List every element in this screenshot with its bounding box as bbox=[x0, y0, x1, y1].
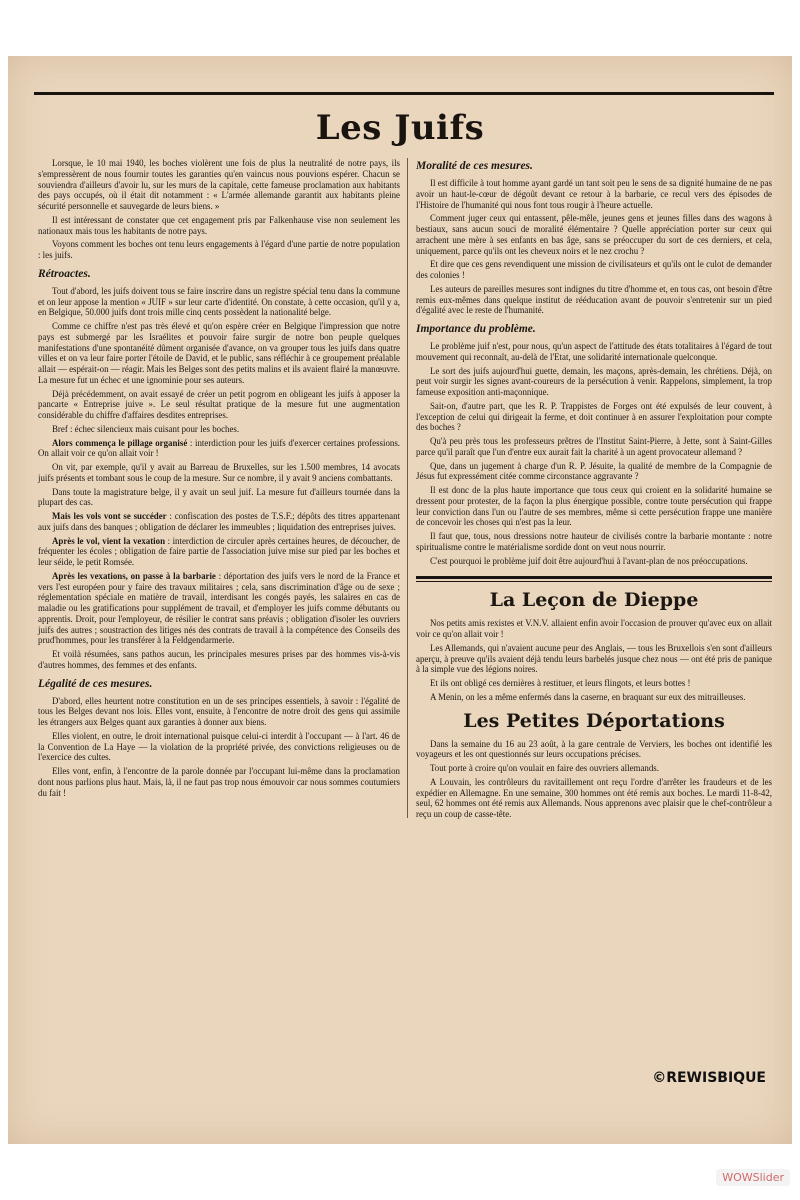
section-rule-thin bbox=[416, 581, 772, 582]
paragraph: Le problème juif n'est, pour nous, qu'un aspect de l'attitude des états totalitaires à l'égard de tout mouvement qui reconnaît, au-delà de l'Etat, une solidarité internationale quelconque. bbox=[416, 341, 772, 362]
section-heading-retroactes: Rétroactes. bbox=[38, 267, 91, 280]
column-divider bbox=[407, 158, 408, 818]
paragraph: Les auteurs de pareilles mesures sont indignes du titre d'homme et, en tous cas, ont besoin d'être remis eux-mêmes dans quelque institut de rééducation avant de pouvoir s'entretenir sur un pied d'égalité avec le reste de l'humanité. bbox=[416, 283, 772, 316]
paragraph bbox=[38, 536, 400, 568]
paragraph: Il faut que, tous, nous dressions notre hauteur de civilisés contre la barbarie montante : notre spiritualisme contre le matérialisme sordide dont on veut nous nourrir. bbox=[416, 531, 772, 552]
article-title-dieppe: La Leçon de Dieppe bbox=[489, 589, 699, 612]
paragraph: Tout d'abord, les juifs doivent tous se faire inscrire dans un registre spécial tenu dans la commune et on leur appose la mention « JUIF » sur leur carte d'identité. On constate, à cette occasion, qu'il y a, en Belgique, 50.000 juifs dont trois mille cinq cents possèdent la nationalité belge. bbox=[38, 285, 400, 318]
paragraph: Elles vont, enfin, à l'encontre de la parole donnée par l'occupant lui-même dans la proclamation dont nous parlions plus haut. Mais, là, il ne faut pas trop nous émouvoir car nous sommes coutumiers du fait ! bbox=[38, 766, 400, 798]
section-heading-legalite: Légalité de ces mesures. bbox=[38, 677, 153, 690]
paragraph: A Menin, on les a même enfermés dans la caserne, en braquant sur eux des mitrailleuses. bbox=[430, 691, 746, 702]
paragraph: Tout porte à croire qu'on voulait en faire des ouvriers allemands. bbox=[430, 763, 659, 773]
paragraph-body: : déportation des juifs vers le nord de la France et vers l'est européen pour y faire des travaux militaires ; cela, sans discrimination d'âge ou de sexe ; réglementation spéciale en matière de travail, interdisant les congés payés, les salaires en cas de maladie ou les gratifications pour supplément de travail, et d'employer les juifs comme débutants ou apprentis. Droit, pour l'employeur, de résilier le contrat sans préavis ; obligation d'isoler les ouvriers juifs des autres ; soustraction des litiges nés des contrats de travail à la compétence des Conseils des prud'hommes, pour les transférer à la Feldgendarmerie. bbox=[38, 570, 400, 646]
article-title-deportations: Les Petites Déportations bbox=[463, 709, 725, 732]
paragraph-lead: Après les vexations, on passe à la barbarie bbox=[52, 570, 216, 581]
section-rule bbox=[416, 576, 772, 579]
paragraph: Et ils ont obligé ces dernières à restituer, et leurs flingots, et leurs bottes ! bbox=[430, 678, 691, 688]
newspaper-page bbox=[8, 56, 792, 1144]
paragraph: D'abord, elles heurtent notre constitution en un de ses principes essentiels, à savoir : l'égalité de tous les Belges devant nos lois. Elles vont, ensuite, à l'encontre de notre droit des gens qui assimile les étrangers aux Belges quant aux garanties à donner aux biens. bbox=[38, 695, 400, 727]
paragraph: Comment juger ceux qui entassent, pêle-mêle, jeunes gens et jeunes filles dans des wagons à bestiaux, sans aucun souci de moralité élémentaire ? Quelle appréciation porter sur ceux qui arrachent une mère à ses enfants en bas âge, sans se préoccuper du sort de ces derniers, et cela, uniquement, parce qu'ils ont les cheveux noirs et le nez crochu ? bbox=[416, 213, 772, 256]
section-heading-importance: Importance du problème. bbox=[416, 323, 536, 335]
paragraph: Et voilà résumées, sans pathos aucun, les principales mesures prises par des hommes vis-à-vis d'autres hommes, des femmes et des enfants. bbox=[38, 649, 400, 670]
paragraph: On vit, par exemple, qu'il y avait au Barreau de Bruxelles, sur les 1.500 membres, 14 avocats juifs présents et tombant sous le coup de la mesure. Sur ce nombre, il y avait 9 anciens combattants. bbox=[38, 462, 400, 483]
paragraph: Sait-on, d'autre part, que les R. P. Trappistes de Forges ont été expulsés de leur couvent, à l'exception de celui qui dirigeait la ferme, et doit continuer à en assurer l'exploitation pour compte des boches ? bbox=[416, 400, 772, 433]
page-title: Les Juifs bbox=[315, 108, 485, 148]
slider-badge[interactable]: WOWSlider bbox=[716, 1169, 790, 1186]
paragraph: Les Allemands, qui n'avaient aucune peur des Anglais, — tous les Bruxellois s'en sont d'ailleurs aperçu, à preuve qu'ils avaient déjà tendu leurs barbelés jusque chez nous — ont été pris de panique à la simple vue des légions noires. bbox=[416, 642, 772, 675]
paragraph: Il est donc de la plus haute importance que tous ceux qui croient en la solidarité humaine se dressent pour protester, de la façon la plus énergique possible, contre toute persécution qui frappe leur conviction dans l'un ou l'autre de ses membres, même si cette persécution frappe une manière de concevoir les choses qui n'est pas la leur. bbox=[416, 485, 772, 528]
paragraph-lead: Mais les vols vont se succéder bbox=[52, 511, 167, 521]
paragraph: Comme ce chiffre n'est pas très élevé et qu'on espère créer en Belgique l'impression que notre pays est submergé par les Israélites et pouvoir faire surgir de notre bon peuple quelques manifestations d'une spontanéité dûment organisée d'avance, on va grouper tous les juifs dans quatre villes et on va leur faire porter l'étoile de David, et le public, sans réfléchir à ce groupement préalable allait — espérait-on — réagir. Mais les Belges sont des petits malins et ils avaient flairé la manœuvre. La mesure fut un échec et une ignominie pour ses auteurs. bbox=[38, 321, 400, 385]
paragraph: Nos petits amis rexistes et V.N.V. allaient enfin avoir l'occasion de prouver qu'avec eux on allait voir ce qu'on allait voir ! bbox=[416, 618, 772, 639]
paragraph: A Louvain, les contrôleurs du ravitaillement ont reçu l'ordre d'arrêter les fraudeurs et de les expédier en Allemagne. En une semaine, 300 hommes ont été remis aux boches. Le mardi 11-8-42, seul, 62 hommes ont été remis aux Allemands. Nous apprenons avec plaisir que le chef-contrôleur a reçu un coup de casse-tête. bbox=[416, 776, 772, 819]
paragraph: Voyons comment les boches ont tenu leurs engagements à l'égard d'une partie de notre population : les juifs. bbox=[38, 239, 400, 260]
paragraph: Il est difficile à tout homme ayant gardé un tant soit peu le sens de sa dignité humaine de ne pas avoir un haut-le-cœur de dégoût devant ce retour à la barbarie, ce recul vers des épisodes de l'Histoire de l'humanité qui nous font tous rougir à l'heure actuelle. bbox=[416, 178, 772, 210]
paragraph-lead: Alors commença le pillage organisé bbox=[52, 437, 188, 448]
paragraph bbox=[38, 571, 400, 646]
copyright-watermark: ©REWISBIQUE bbox=[652, 1070, 766, 1086]
paragraph: Bref : échec silencieux mais cuisant pour les boches. bbox=[52, 423, 240, 434]
paragraph: Déjà précédemment, on avait essayé de créer un petit pogrom en obligeant les juifs à apposer la pancarte « Entreprise juive ». Le seul résultat pratique de la mesure fut une augmentation considérable du chiffre d'affaires desdites entreprises. bbox=[38, 388, 400, 420]
paragraph-body: : confiscation des postes de T.S.F.; dépôts des titres appartenant aux juifs dans des banques ; obligation de déclarer les immeubles ; liquidation des entreprises juives. bbox=[38, 511, 400, 532]
section-heading-moralite: Moralité de ces mesures. bbox=[416, 160, 533, 172]
right-column bbox=[416, 158, 772, 823]
paragraph-lead: Après le vol, vient la vexation bbox=[52, 535, 166, 546]
paragraph-body: : interdiction de circuler après certaines heures, de découcher, de fréquenter les écoles ; obligation de faire partie de l'association juive mise sur pied par les boches et leur séide, le petit Romsée. bbox=[38, 535, 400, 567]
paragraph: Dans la semaine du 16 au 23 août, à la gare centrale de Verviers, les boches ont identifié les voyageurs et les ont questionnés sur leurs occupations précises. bbox=[416, 738, 772, 760]
paragraph: Il est intéressant de constater que cet engagement pris par Falkenhause vise non seulement les nationaux mais tous les habitants de notre pays. bbox=[38, 214, 400, 236]
paragraph bbox=[38, 511, 400, 533]
left-column bbox=[38, 158, 400, 801]
paragraph: Et dire que ces gens revendiquent une mission de civilisateurs et qu'ils ont le culot de demander des colonies ! bbox=[416, 259, 772, 280]
top-rule bbox=[34, 92, 774, 95]
paragraph: Que, dans un jugement à charge d'un R. P. Jésuite, la qualité de membre de la Compagnie de Jésus fut expressément citée comme circonstance aggravante ? bbox=[416, 460, 772, 482]
paragraph: Le sort des juifs aujourd'hui guette, demain, les maçons, après-demain, les chrétiens. Déjà, on peut voir surgir les signes avant-coureurs de la persécution à venir. Rappelons, simplement, la trop fameuse exposition anti-maçonnique. bbox=[416, 365, 772, 397]
paragraph-body: : interdiction pour les juifs d'exercer certaines professions. On allait voir ce qu'on allait voir ! bbox=[38, 437, 401, 459]
paragraph: Elles violent, en outre, le droit international puisque celui-ci interdit à l'occupant — à l'art. 46 de la Convention de La Haye — la violation de la propriété privée, des convictions religieuses ou de l'exercice des cultes. bbox=[38, 730, 400, 763]
paragraph: Dans toute la magistrature belge, il y avait un seul juif. La mesure fut d'ailleurs tournée dans la plupart des cas. bbox=[38, 486, 400, 508]
paragraph: Lorsque, le 10 mai 1940, les boches violèrent une fois de plus la neutralité de notre pays, ils s'empressèrent de nous fournir toutes les garanties qu'en vaincus nous pouvions espérer. Chacun se souviendra d'ailleurs d'avoir lu, sur les murs de la capitale, cette fameuse proclamation aux habitants des pays occupés, où il était dit notamment : « L'armée allemande garantit aux habitants pleine sécurité personnelle et sauvegarde de leurs biens. » bbox=[38, 158, 400, 211]
paragraph: C'est pourquoi le problème juif doit être aujourd'hui à l'avant-plan de nos préoccupations. bbox=[430, 555, 748, 566]
paragraph: Qu'à peu près tous les professeurs prêtres de l'Institut Saint-Pierre, à Jette, sont à Saint-Gilles parce qu'il paraît que l'un d'entre eux aurait fait la charité à un agent provocateur allemand ? bbox=[416, 436, 772, 457]
paragraph bbox=[38, 438, 400, 460]
